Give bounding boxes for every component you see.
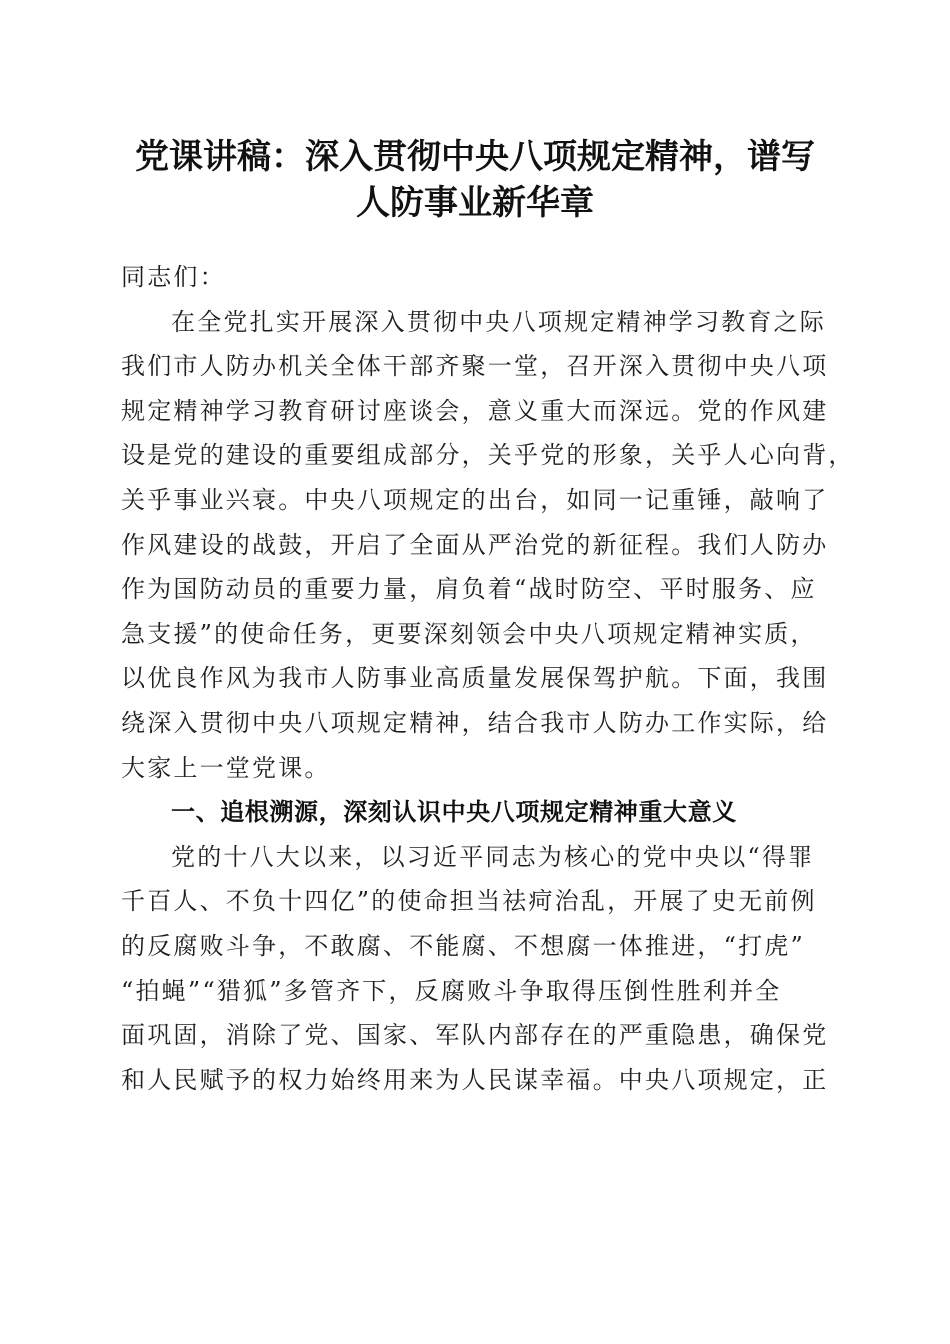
paragraph-line: 作风建设的战鼓，开启了全面从严治党的新征程。我们人防办 — [121, 530, 829, 559]
paragraph-line: 在全党扎实开展深入贯彻中央八项规定精神学习教育之际 — [171, 307, 826, 336]
paragraph-line: 绕深入贯彻中央八项规定精神，结合我市人防办工作实际，给 — [121, 708, 829, 737]
section-heading: 一、追根溯源，深刻认识中央八项规定精神重大意义 — [171, 798, 737, 827]
title-line: 人防事业新华章 — [356, 183, 594, 223]
paragraph-line: 关乎事业兴衰。中央八项规定的出台，如同一记重锤，敲响了 — [121, 485, 829, 514]
paragraph-line: “拍蝇”“猎狐”多管齐下，反腐败斗争取得压倒性胜利并全 — [121, 976, 782, 1005]
document-title — [100, 134, 850, 226]
salutation: 同志们： — [121, 263, 226, 291]
paragraph-line: 党的十八大以来，以习近平同志为核心的党中央以“得罪 — [171, 842, 815, 871]
paragraph-line: 急支援”的使命任务，更要深刻领会中央八项规定精神实质， — [121, 619, 817, 648]
title-line: 党课讲稿：深入贯彻中央八项规定精神，谱写 — [135, 137, 815, 177]
paragraph-line: 和人民赋予的权力始终用来为人民谋幸福。中央八项规定，正 — [121, 1065, 829, 1094]
paragraph-line: 以优良作风为我市人防事业高质量发展保驾护航。下面，我围 — [121, 664, 829, 693]
document-body — [121, 255, 855, 1102]
section-paragraph — [121, 835, 831, 1103]
paragraph-line: 作为国防动员的重要力量，肩负着“战时防空、平时服务、应 — [121, 575, 817, 604]
paragraph-line: 设是党的建设的重要组成部分，关乎党的形象，关乎人心向背， — [121, 441, 855, 470]
paragraph-line: 的反腐败斗争，不敢腐、不能腐、不想腐一体推进，“打虎” — [121, 931, 805, 960]
paragraph-line: 千百人、不负十四亿”的使命担当祛疴治乱，开展了史无前例 — [121, 887, 817, 916]
paragraph-line: 面巩固，消除了党、国家、军队内部存在的严重隐患，确保党 — [121, 1021, 829, 1050]
paragraph-line: 我们市人防办机关全体干部齐聚一堂，召开深入贯彻中央八项 — [121, 352, 829, 381]
intro-paragraph — [121, 300, 855, 791]
paragraph-line: 大家上一堂党课。 — [121, 753, 331, 782]
paragraph-line: 规定精神学习教育研讨座谈会，意义重大而深远。党的作风建 — [121, 396, 829, 425]
